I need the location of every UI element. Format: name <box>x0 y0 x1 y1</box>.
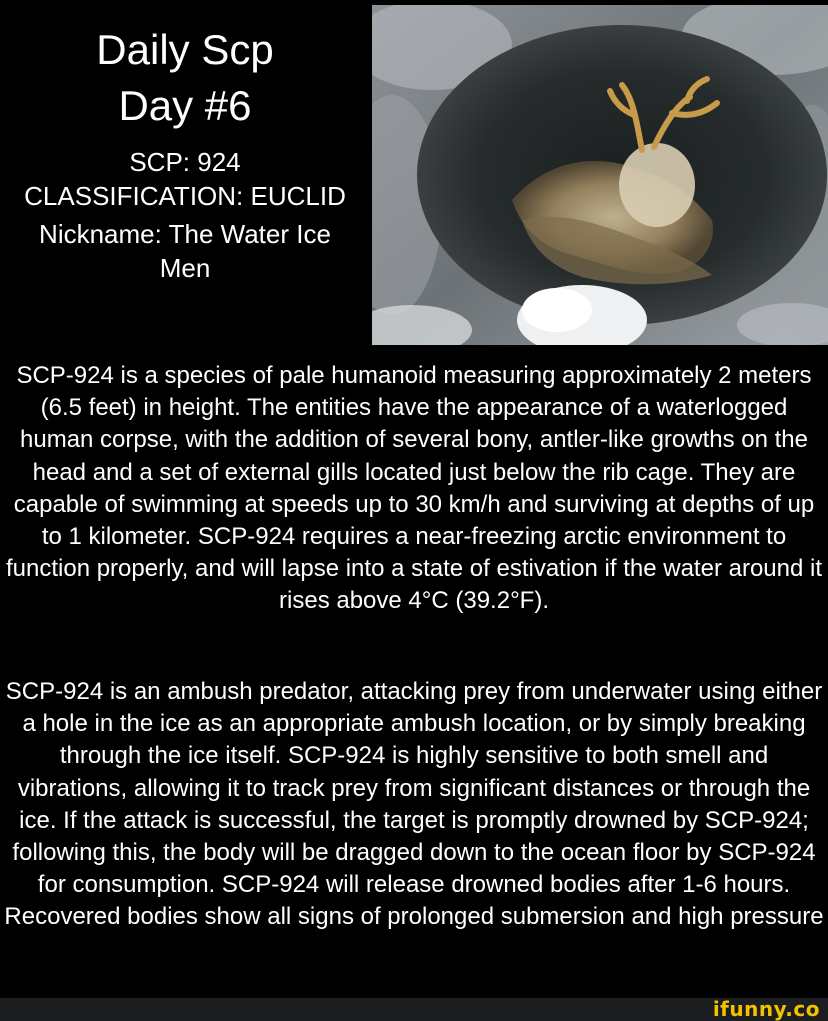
header <box>0 0 370 345</box>
ifunny-watermark[interactable]: ifunny.co <box>712 997 820 1021</box>
nickname-line-2: Men <box>159 253 211 283</box>
description-paragraph-1: SCP-924 is a species of pale humanoid measuring approximately 2 meters (6.5 feet) in height. The entities have the appearance of a waterlogged human corpse, with the addition of several bony, antler-like growths on the head and a set of external gills located just below the rib cage. They are capable of swimming at speeds up to 30 km/h and surviving at depths of up to 1 kilometer. SCP-924 requires a near-freezing arctic environment to function properly, and will lapse into a state of estivation if the water around it rises above 4°C (39.2°F). <box>5 362 822 615</box>
footer-bar <box>0 998 828 1021</box>
classification: CLASSIFICATION: EUCLID <box>24 181 346 211</box>
scp-number: SCP: 924 <box>129 147 241 177</box>
title-line-1: Daily Scp <box>96 26 274 73</box>
nickname-line-1: Nickname: The Water Ice <box>39 219 331 249</box>
title-line-2: Day #6 <box>118 82 252 129</box>
description-paragraph-2: SCP-924 is an ambush predator, attacking prey from underwater using either a hole in the ice as an appropriate ambush location, or by simply breaking through the ice itself. SCP-924 is highly sensitive to both smell and vibrations, allowing it to track prey from significant distances or through the ice. If the attack is successful, the target is promptly drowned by SCP-924; following this, the body will be dragged down to the ocean floor by SCP-924 for consumption. SCP-924 will release drowned bodies after 1-6 hours. Recovered bodies show all signs of prolonged submersion and high pressure <box>4 678 824 931</box>
ice-hole-creature-photo <box>372 5 828 345</box>
